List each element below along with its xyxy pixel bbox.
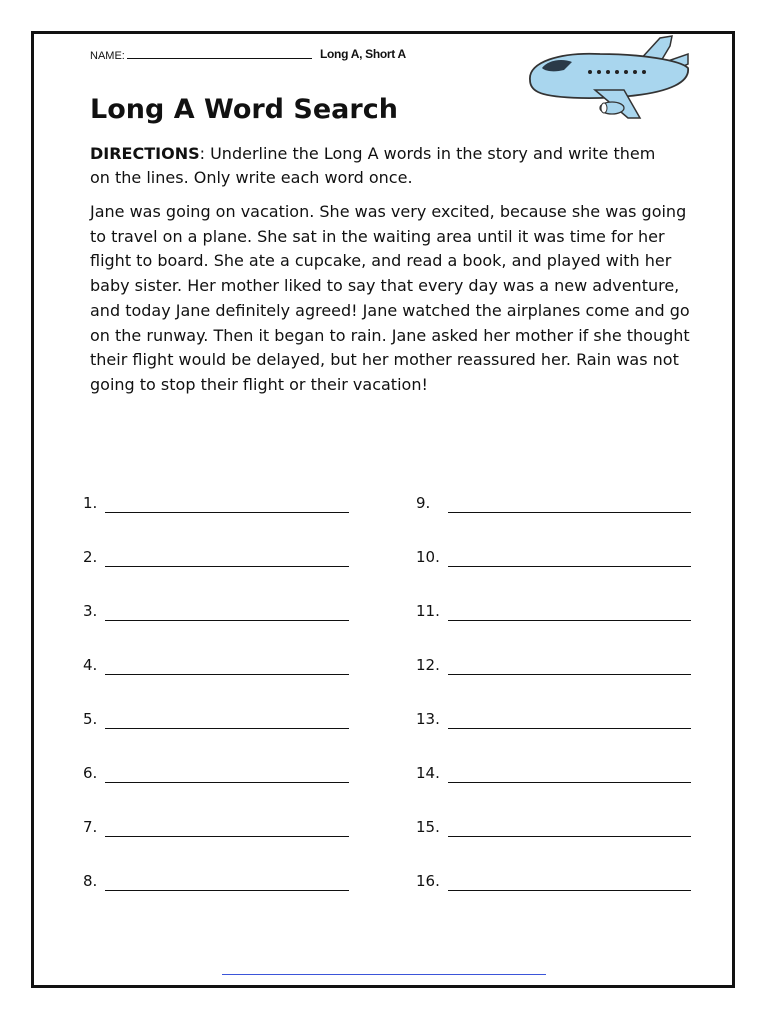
blank-number: 7. bbox=[83, 818, 98, 836]
name-field bbox=[90, 48, 312, 62]
answer-line[interactable] bbox=[105, 728, 349, 729]
answer-line[interactable] bbox=[105, 512, 349, 513]
answer-line[interactable] bbox=[448, 782, 691, 783]
blank-number: 10. bbox=[416, 548, 440, 566]
answer-line[interactable] bbox=[448, 512, 691, 513]
answer-line[interactable] bbox=[105, 674, 349, 675]
directions-text: : Underline the Long A words in the story and write them on the lines. Only write each word once. bbox=[90, 144, 656, 187]
blank-number: 4. bbox=[83, 656, 98, 674]
footer-link[interactable] bbox=[222, 974, 546, 975]
answer-line[interactable] bbox=[105, 782, 349, 783]
answer-line[interactable] bbox=[448, 890, 691, 891]
blank-number: 8. bbox=[83, 872, 98, 890]
blank-number: 5. bbox=[83, 710, 98, 728]
blank-number: 2. bbox=[83, 548, 98, 566]
story-text: Jane was going on vacation. She was very excited, because she was going to travel on a plane. She sat in the waiting area until it was time for her flight to board. She ate a cupcake, and read a book, and played with her baby sister. Her mother liked to say that every day was a new adventure, and today Jane definitely agreed! Jane watched the airplanes come and go on the runway. Then it began to rain. Jane asked her mother if she thought their flight would be delayed, but her mother reassured her. Rain was not going to stop their flight or their vacation! bbox=[90, 202, 690, 394]
airplane-icon bbox=[520, 32, 695, 127]
directions-label: DIRECTIONS bbox=[90, 144, 200, 163]
directions bbox=[90, 142, 680, 190]
answer-line[interactable] bbox=[448, 620, 691, 621]
blank-number: 6. bbox=[83, 764, 98, 782]
answer-line[interactable] bbox=[448, 674, 691, 675]
worksheet-subtitle: Long A, Short A bbox=[320, 47, 406, 61]
name-line[interactable] bbox=[127, 48, 312, 59]
answer-line[interactable] bbox=[105, 566, 349, 567]
name-label: NAME: bbox=[90, 50, 125, 62]
blank-number: 16. bbox=[416, 872, 440, 890]
answer-line[interactable] bbox=[448, 836, 691, 837]
answer-line[interactable] bbox=[105, 836, 349, 837]
blank-number: 9. bbox=[416, 494, 431, 512]
page-title: Long A Word Search bbox=[90, 94, 398, 125]
answer-line[interactable] bbox=[448, 728, 691, 729]
blank-number: 12. bbox=[416, 656, 440, 674]
blank-number: 11. bbox=[416, 602, 440, 620]
answer-line[interactable] bbox=[105, 890, 349, 891]
answer-line[interactable] bbox=[105, 620, 349, 621]
blank-number: 13. bbox=[416, 710, 440, 728]
blank-number: 14. bbox=[416, 764, 440, 782]
blank-number: 15. bbox=[416, 818, 440, 836]
blank-number: 3. bbox=[83, 602, 98, 620]
answer-line[interactable] bbox=[448, 566, 691, 567]
blank-number: 1. bbox=[83, 494, 98, 512]
